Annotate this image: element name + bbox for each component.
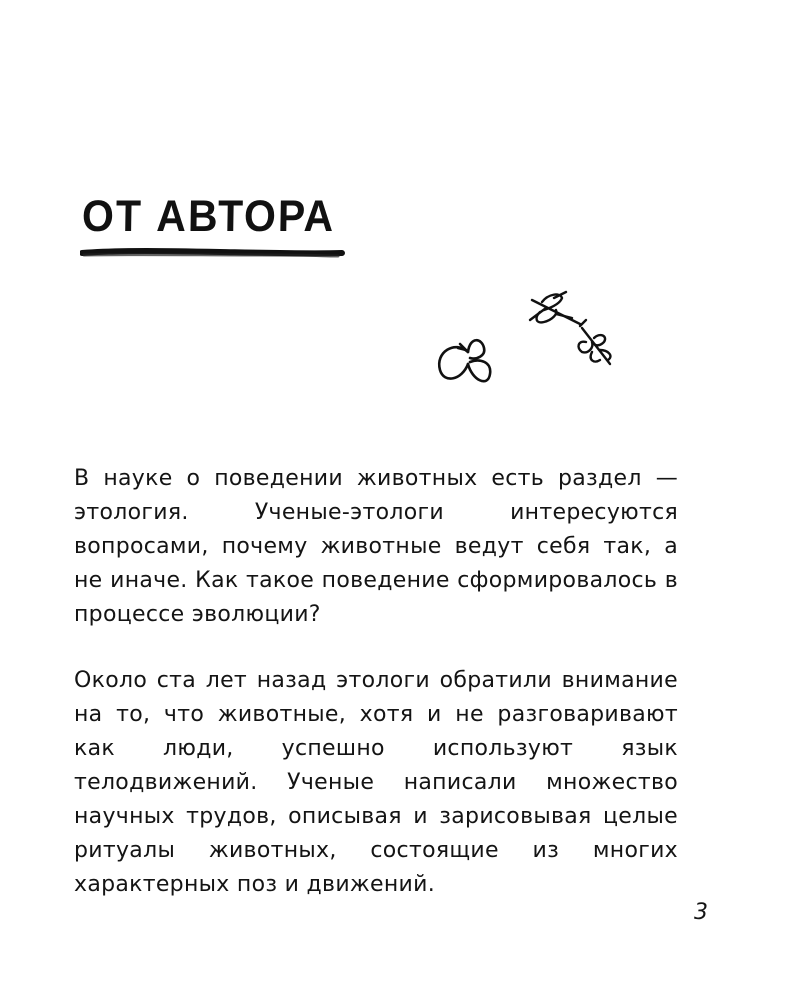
dragonfly-icon [530,292,580,324]
chapter-heading: ОТ АВТОРА [81,191,336,241]
dragonfly-icon [579,320,611,364]
insect-doodles [430,290,630,400]
butterfly-icon [439,340,490,381]
paragraph-1: В науке о поведении животных есть раздел — этология. Ученые-этологи интересуются вопросами, почему животные ведут себя так, а не иначе. Как такое поведение сформировалось в процессе эволюции? [74,466,678,627]
paragraph-2: Около ста лет назад этологи обратили внимание на то, что животные, хотя и не разговаривают как люди, успешно используют язык телодвижений. Ученые написали множество научных трудов, описывая и зарисовывая целые ритуалы животных, состоящие из многих характерных поз и движений. [74,668,678,897]
heading-underline [80,244,350,260]
page-number: 3 [694,900,708,925]
